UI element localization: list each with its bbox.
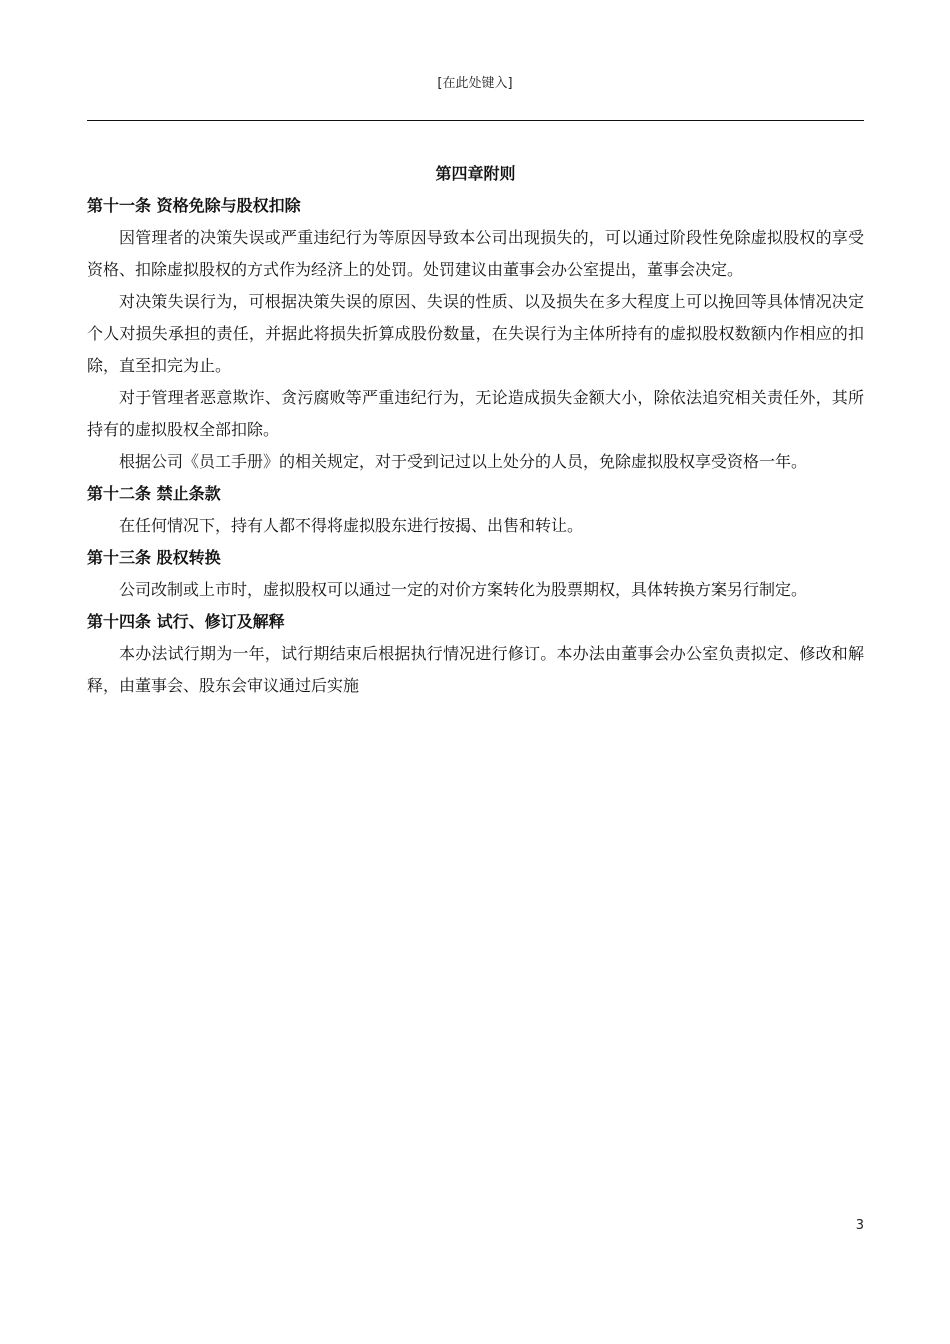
paragraph: 本办法试行期为一年，试行期结束后根据执行情况进行修订。本办法由董事会办公室负责拟定、修改和解释，由董事会、股东会审议通过后实施 <box>87 644 864 695</box>
header-divider <box>87 120 864 121</box>
page-header: [在此处键入] <box>437 76 513 91</box>
chapter-title: 第四章附则 <box>435 164 516 183</box>
paragraph: 公司改制或上市时，虚拟股权可以通过一定的对价方案转化为股票期权，具体转换方案另行制定。 <box>119 580 808 599</box>
paragraph: 在任何情况下，持有人都不得将虚拟股东进行按揭、出售和转让。 <box>119 516 584 535</box>
document-body <box>87 158 864 702</box>
article-11 <box>87 190 864 478</box>
page-number: 3 <box>855 1218 864 1233</box>
article-12 <box>87 478 864 542</box>
paragraph: 根据公司《员工手册》的相关规定，对于受到记过以上处分的人员，免除虚拟股权享受资格一年。 <box>119 452 808 471</box>
article-heading: 第十一条 资格免除与股权扣除 <box>87 196 301 215</box>
article-heading: 第十四条 试行、修订及解释 <box>87 612 285 631</box>
article-heading: 第十三条 股权转换 <box>87 548 221 567</box>
article-14 <box>87 606 864 702</box>
article-heading: 第十二条 禁止条款 <box>87 484 221 503</box>
paragraph: 因管理者的决策失误或严重违纪行为等原因导致本公司出现损失的，可以通过阶段性免除虚拟股权的享受资格、扣除虚拟股权的方式作为经济上的处罚。处罚建议由董事会办公室提出，董事会决定。 <box>87 228 864 279</box>
article-13 <box>87 542 864 606</box>
paragraph: 对于管理者恶意欺诈、贪污腐败等严重违纪行为，无论造成损失金额大小，除依法追究相关责任外，其所持有的虚拟股权全部扣除。 <box>87 388 864 439</box>
paragraph: 对决策失误行为，可根据决策失误的原因、失误的性质、以及损失在多大程度上可以挽回等具体情况决定个人对损失承担的责任，并据此将损失折算成股份数量，在失误行为主体所持有的虚拟股权数额内作相应的扣除，直至扣完为止。 <box>87 292 864 375</box>
